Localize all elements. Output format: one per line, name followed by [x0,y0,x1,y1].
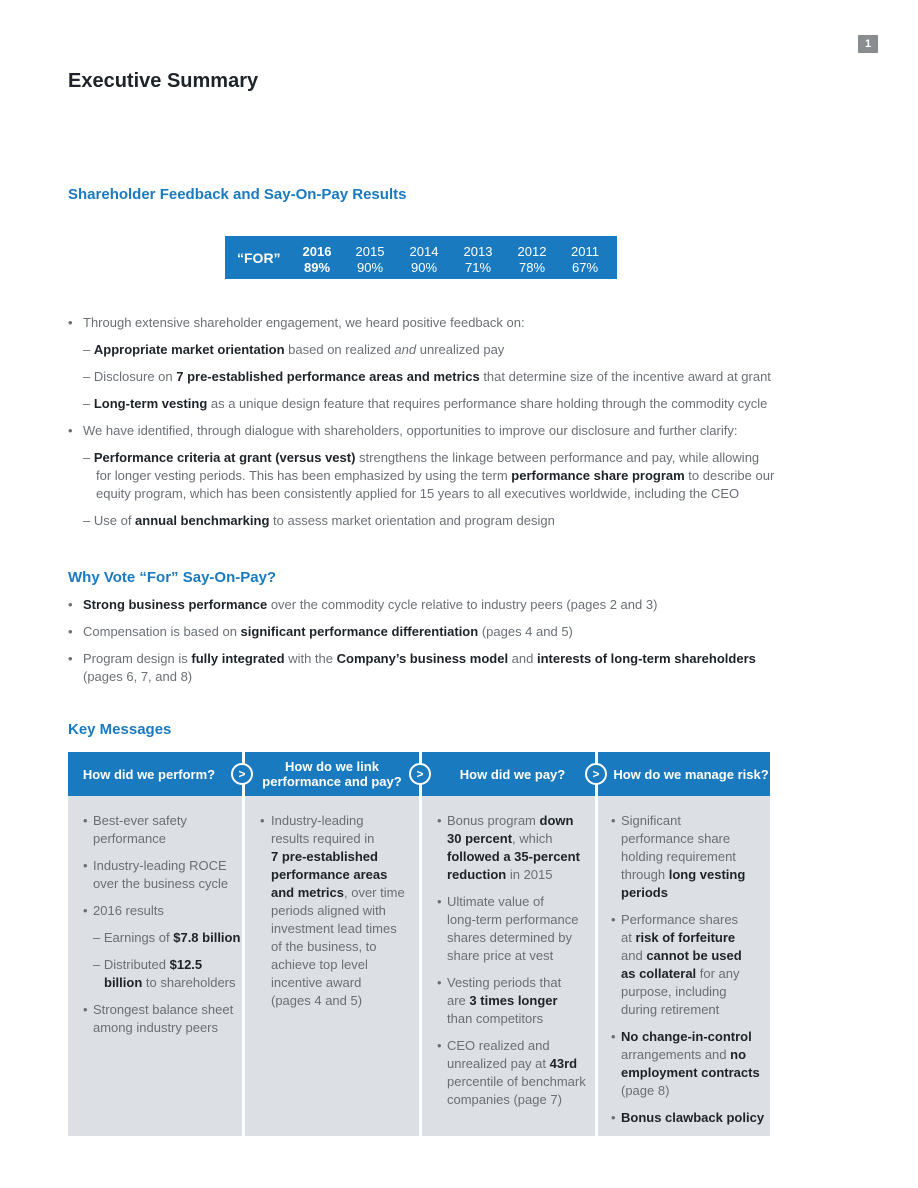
list-item: Through extensive shareholder engagement, we heard positive feedback on: [83,315,525,330]
bullet: • [68,423,73,438]
list-item: Strongest balance sheet among industry peers [93,1002,234,1035]
list-item: Strong business performance over the commodity cycle relative to industry peers (pages 2 and 3) [83,597,658,612]
list-item-continued: (pages 6, 7, and 8) [83,669,193,684]
list-item-continued: equity program, which has been consistently applied for 15 years to all executives worldwide, including the CEO [96,486,740,501]
list-item: Compensation is based on significant performance differentiation (pages 4 and 5) [83,624,573,639]
vote-year: 2012 [517,244,547,259]
vote-pct: 67% [571,260,599,275]
section-title-key-messages: Key Messages [68,721,172,738]
bullet: • [68,651,73,666]
key-column-risk: • Significant performance share holding requirement through long vesting periods • Performance shares at risk of forfeiture and cannot be used as collateral for any purpose, including during retirement • No change-in-control arrangements and no employment contracts (page 8) • Bonus clawback policy [598,796,770,1136]
vote-year: 2013 [463,244,493,259]
list-item: Bonus clawback policy [621,1110,765,1125]
list-item: – Use of annual benchmarking to assess market orientation and program design [83,513,555,528]
list-item: Program design is fully integrated with the Company’s business model and interests of long-term shareholders [83,651,756,666]
list-item: – Distributed $12.5 billion to shareholders [93,957,236,990]
section-title-feedback: Shareholder Feedback and Say-On-Pay Results [68,186,407,203]
bullet: • [68,315,73,330]
vote-pct: 90% [356,260,384,275]
feedback-list [68,314,775,534]
list-item: – Earnings of $7.8 billion [93,930,241,945]
list-item: Industry-leading results required in 7 pre-established performance areas and metrics, over time periods aligned with investment lead times of the business, to achieve top level incentive award (pages 4 and 5) [271,813,405,1008]
chevron-right-icon: > [231,763,253,785]
list-item: We have identified, through dialogue with shareholders, opportunities to improve our disclosure and further clarify: [83,423,738,438]
list-item: Vesting periods that are 3 times longer than competitors [447,975,562,1026]
why-vote-list [68,596,768,686]
vote-pct: 78% [518,260,546,275]
key-header-risk: How do we manage risk? [598,752,770,796]
key-header-perform: How did we perform? [68,752,242,796]
chevron-right-icon: > [409,763,431,785]
list-item: CEO realized and unrealized pay at 43rd percentile of benchmark companies (page 7) [447,1038,586,1107]
key-header-link: How do we link performance and pay? [245,752,419,796]
list-item: – Performance criteria at grant (versus vest) strengthens the linkage between performance and pay, while allowing [83,450,760,465]
list-item: Bonus program down 30 percent, which followed a 35-percent reduction in 2015 [447,813,580,882]
list-item: No change-in-control arrangements and no employment contracts (page 8) [621,1029,760,1098]
section-title-why-vote: Why Vote “For” Say-On-Pay? [68,569,277,586]
list-item: Best-ever safety performance [93,813,187,846]
list-item: – Disclosure on 7 pre-established performance areas and metrics that determine size of the incentive award at grant [83,369,771,384]
vote-year: 2016 [302,244,332,259]
list-item: – Long-term vesting as a unique design feature that requires performance share holding through the commodity cycle [83,396,768,411]
vote-year: 2014 [409,244,439,259]
key-header-pay: How did we pay? [422,752,595,796]
page-title: Executive Summary [68,70,259,92]
vote-pct: 90% [410,260,438,275]
vote-year: 2015 [355,244,385,259]
vote-for-label: “FOR” [237,250,281,266]
page-number: 1 [858,35,878,53]
list-item: – Appropriate market orientation based on realized and unrealized pay [83,342,505,357]
say-on-pay-results-box [225,236,617,279]
list-item: Industry-leading ROCE over the business cycle [93,858,229,891]
key-column-link: • Industry-leading results required in 7 pre-established performance areas and metrics, over time periods aligned with investment lead times of the business, to achieve top level incentive award (pages 4 and 5) [245,796,419,1136]
chevron-right-icon: > [585,763,607,785]
list-item: Ultimate value of long-term performance shares determined by share price at vest [447,894,579,963]
vote-year: 2011 [571,244,599,259]
vote-pct: 71% [464,260,492,275]
key-messages-header [68,752,770,796]
key-column-pay: • Bonus program down 30 percent, which followed a 35-percent reduction in 2015 • Ultimate value of long-term performance shares determined by share price at vest • Vesting periods that are 3 times longer than competitors • CEO realized and unrealized pay at 43rd percentile of benchmark companies (page 7) [422,796,595,1136]
bullet: • [68,624,73,639]
list-item: Significant performance share holding requirement through long vesting periods [621,813,746,900]
list-item-continued: for longer vesting periods. This has been emphasized by using the term performance share program to describe our [96,468,775,483]
bullet: • [68,597,73,612]
vote-pct: 89% [303,260,331,275]
list-item: 2016 results [93,903,164,918]
key-column-perform: • Best-ever safety performance • Industry-leading ROCE over the business cycle • 2016 results – Earnings of $7.8 billion – Distributed $12.5 billion to shareholders • Strongest balance sheet among industry peers [68,796,242,1136]
list-item: Performance shares at risk of forfeiture and cannot be used as collateral for any purpose, including during retirement [621,912,742,1017]
